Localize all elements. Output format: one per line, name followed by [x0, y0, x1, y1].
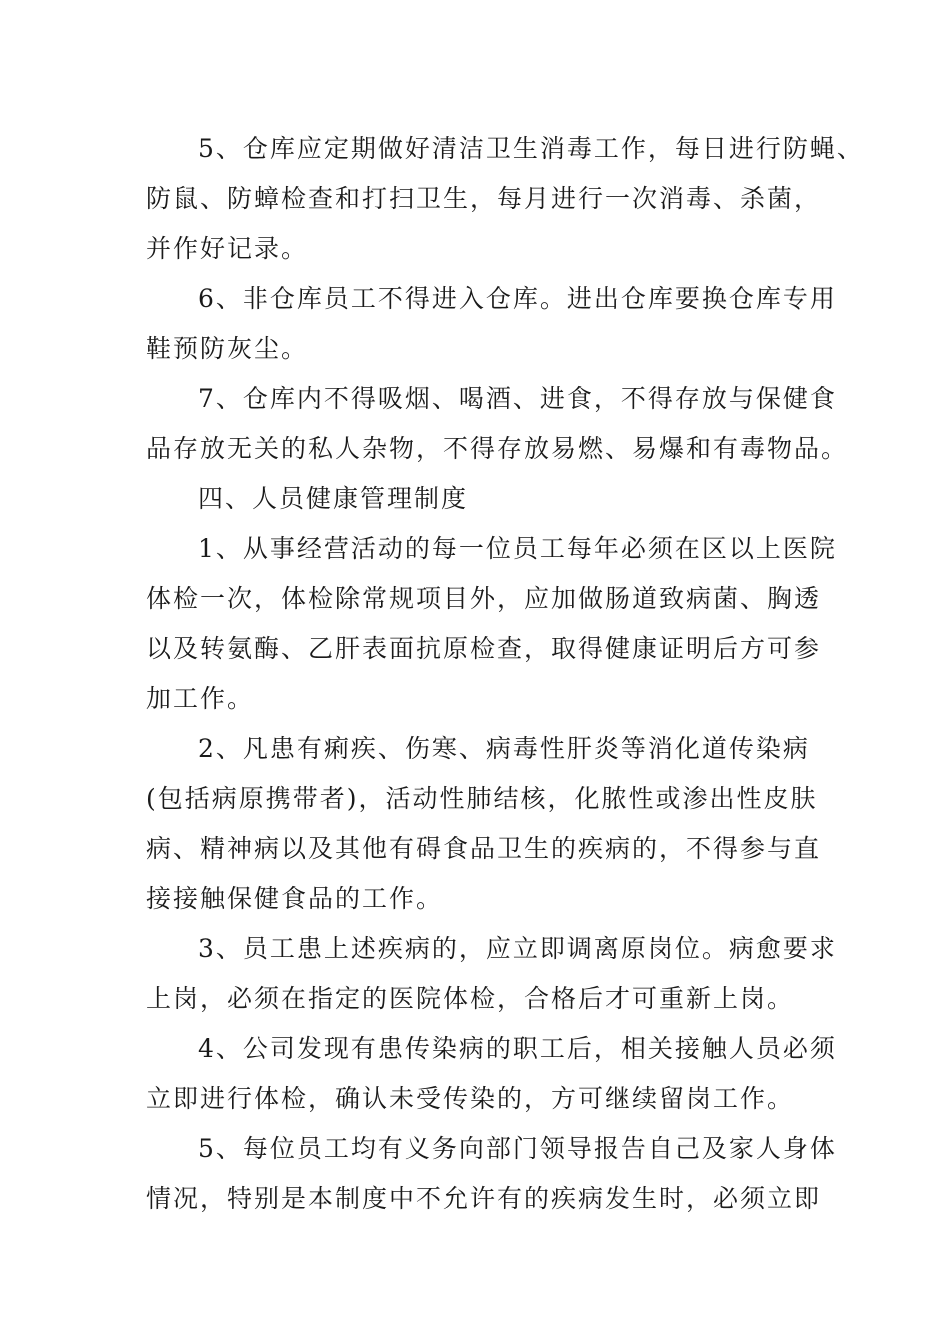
text-line: 4、公司发现有患传染病的职工后，相关接触人员必须: [198, 1034, 837, 1063]
document-body: [146, 124, 864, 1224]
text-line: 品存放无关的私人杂物，不得存放易燃、易爆和有毒物品。: [146, 434, 849, 463]
text-line: 6、非仓库员工不得进入仓库。进出仓库要换仓库专用: [198, 284, 837, 313]
text-line: 7、仓库内不得吸烟、喝酒、进食，不得存放与保健食: [198, 384, 837, 413]
text-line: 病、精神病以及其他有碍食品卫生的疾病的，不得参与直: [146, 834, 822, 863]
text-line: 1、从事经营活动的每一位员工每年必须在区以上医院: [198, 534, 837, 563]
text-line: 并作好记录。: [146, 234, 309, 263]
text-line: 情况，特别是本制度中不允许有的疾病发生时，必须立即: [146, 1184, 822, 1213]
text-line: 3、员工患上述疾病的，应立即调离原岗位。病愈要求: [198, 934, 837, 963]
text-line: 接接触保健食品的工作。: [146, 884, 444, 913]
section-heading: 四、人员健康管理制度: [198, 484, 469, 513]
text-line: 鞋预防灰尘。: [146, 334, 309, 363]
text-line: 以及转氨酶、乙肝表面抗原检查，取得健康证明后方可参: [146, 634, 822, 663]
text-line: 上岗，必须在指定的医院体检，合格后才可重新上岗。: [146, 984, 795, 1013]
text-line: 立即进行体检，确认未受传染的，方可继续留岗工作。: [146, 1084, 795, 1113]
text-line: 5、每位员工均有义务向部门领导报告自己及家人身体: [198, 1134, 837, 1163]
text-line: 加工作。: [146, 684, 255, 713]
text-line: (包括病原携带者)，活动性肺结核，化脓性或渗出性皮肤: [146, 784, 818, 813]
text-line: 防鼠、防蟑检查和打扫卫生，每月进行一次消毒、杀菌，: [146, 184, 822, 213]
text-line: 5、仓库应定期做好清洁卫生消毒工作，每日进行防蝇、: [198, 134, 864, 163]
text-line: 体检一次，体检除常规项目外，应加做肠道致病菌、胸透: [146, 584, 822, 613]
text-line: 2、凡患有痢疾、伤寒、病毒性肝炎等消化道传染病: [198, 734, 810, 763]
